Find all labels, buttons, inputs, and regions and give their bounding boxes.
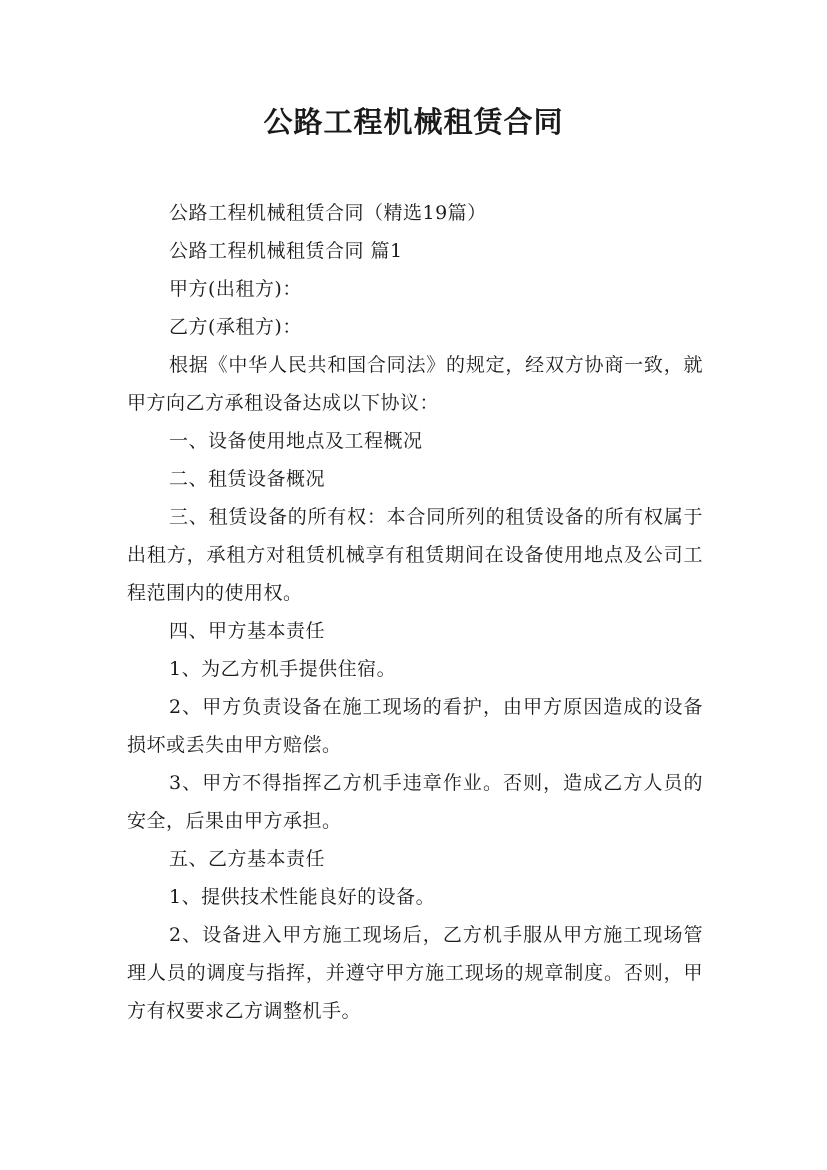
paragraph-section-heading: 公路工程机械租赁合同 篇1 <box>169 240 403 262</box>
paragraph-clause-5: 五、乙方基本责任 <box>169 848 326 870</box>
paragraph-preamble: 根据《中华人民共和国合同法》的规定，经双方协商一致，就甲方向乙方承租设备达成以下协议： <box>127 354 703 414</box>
paragraph-clause-3: 三、租赁设备的所有权：本合同所列的租赁设备的所有权属于出租方，承租方对租赁机械享有租赁期间在设备使用地点及公司工程范围内的使用权。 <box>127 506 703 604</box>
paragraph-clause-4-item-1: 1、为乙方机手提供住宿。 <box>169 658 397 680</box>
paragraph-clause-2: 二、租赁设备概况 <box>169 468 326 490</box>
paragraph-clause-4-item-3: 3、甲方不得指挥乙方机手违章作业。否则，造成乙方人员的安全，后果由甲方承担。 <box>127 772 703 832</box>
paragraph-clause-5-item-2: 2、设备进入甲方施工现场后，乙方机手服从甲方施工现场管理人员的调度与指挥，并遵守甲方施工现场的规章制度。否则，甲方有权要求乙方调整机手。 <box>127 924 703 1022</box>
paragraph-party-a: 甲方(出租方)： <box>169 278 302 300</box>
paragraph-clause-4: 四、甲方基本责任 <box>169 620 326 642</box>
paragraph-subtitle: 公路工程机械租赁合同（精选19篇） <box>169 202 487 224</box>
document-title: 公路工程机械租赁合同 <box>263 105 564 139</box>
document-body <box>127 194 703 1030</box>
paragraph-clause-4-item-2: 2、甲方负责设备在施工现场的看护，由甲方原因造成的设备损坏或丢失由甲方赔偿。 <box>127 696 703 756</box>
paragraph-party-b: 乙方(承租方)： <box>169 316 302 338</box>
paragraph-clause-1: 一、设备使用地点及工程概况 <box>169 430 423 452</box>
paragraph-clause-5-item-1: 1、提供技术性能良好的设备。 <box>169 886 436 908</box>
